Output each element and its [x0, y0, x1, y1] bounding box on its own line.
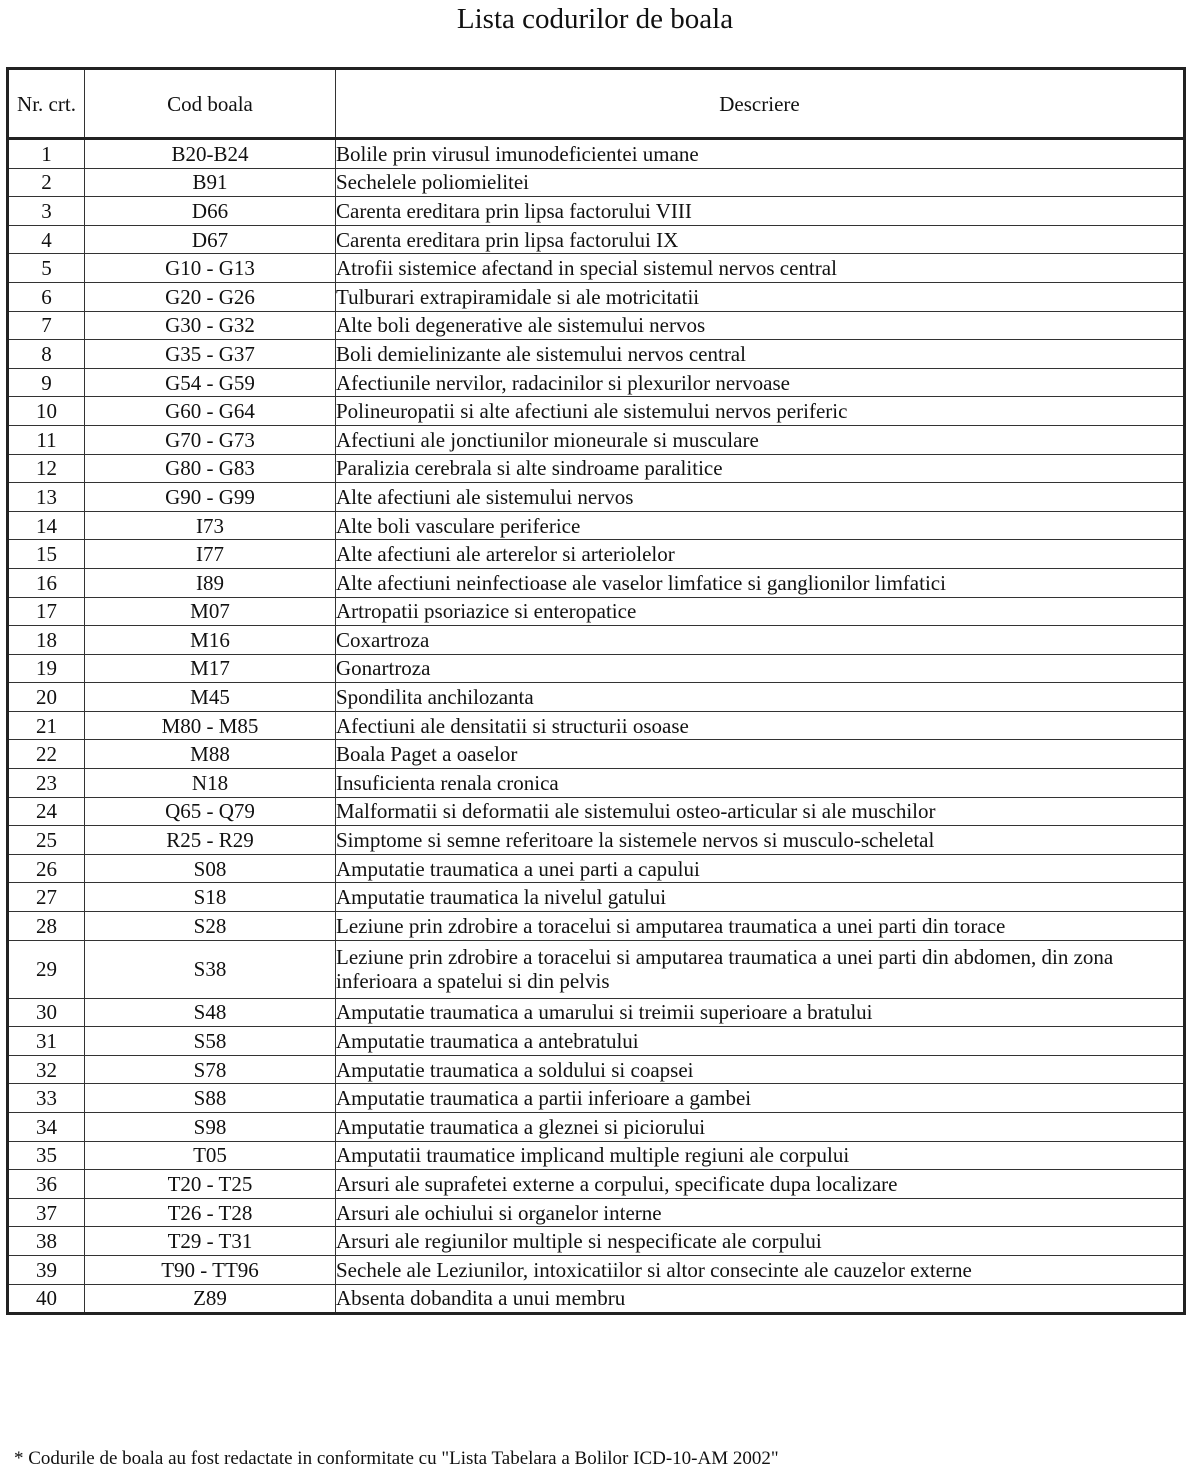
disease-code-cell: S98 [85, 1113, 336, 1142]
header-row [8, 69, 1185, 139]
disease-code-cell: T29 - T31 [85, 1227, 336, 1256]
disease-code-cell: M45 [85, 683, 336, 712]
disease-code-cell: Z89 [85, 1284, 336, 1314]
description-cell: Afectiunile nervilor, radacinilor si plexurilor nervoase [336, 368, 1185, 397]
description-cell: Amputatii traumatice implicand multiple regiuni ale corpului [336, 1141, 1185, 1170]
disease-code-cell: N18 [85, 769, 336, 798]
row-number-cell: 1 [8, 139, 85, 169]
disease-code-cell: G35 - G37 [85, 340, 336, 369]
description-cell: Alte boli degenerative ale sistemului nervos [336, 311, 1185, 340]
row-number-cell: 20 [8, 683, 85, 712]
table-row [8, 1255, 1185, 1284]
table-row [8, 854, 1185, 883]
table-row [8, 826, 1185, 855]
row-number-cell: 39 [8, 1255, 85, 1284]
table-row [8, 883, 1185, 912]
table-row [8, 197, 1185, 226]
row-number-cell: 31 [8, 1027, 85, 1056]
row-number-cell: 38 [8, 1227, 85, 1256]
row-number-cell: 4 [8, 225, 85, 254]
row-number-cell: 17 [8, 597, 85, 626]
disease-code-cell: S88 [85, 1084, 336, 1113]
description-cell: Amputatie traumatica a umarului si treimii superioare a bratului [336, 998, 1185, 1027]
description-cell: Arsuri ale regiunilor multiple si nespecificate ale corpului [336, 1227, 1185, 1256]
footnote: * Codurile de boala au fost redactate in conformitate cu "Lista Tabelara a Bolilor ICD-10-AM 2002" [14, 1448, 779, 1469]
description-cell: Coxartroza [336, 626, 1185, 655]
disease-code-cell: T20 - T25 [85, 1170, 336, 1199]
row-number-cell: 12 [8, 454, 85, 483]
description-cell: Arsuri ale suprafetei externe a corpului, specificate dupa localizare [336, 1170, 1185, 1199]
disease-code-cell: I73 [85, 511, 336, 540]
row-number-cell: 30 [8, 998, 85, 1027]
header-nr: Nr. crt. [8, 69, 85, 139]
table-header [8, 69, 1185, 139]
description-cell: Carenta ereditara prin lipsa factorului VIII [336, 197, 1185, 226]
row-number-cell: 32 [8, 1055, 85, 1084]
table-row [8, 511, 1185, 540]
disease-code-cell: M17 [85, 654, 336, 683]
table-row [8, 597, 1185, 626]
table-row [8, 1198, 1185, 1227]
description-cell: Leziune prin zdrobire a toracelui si amputarea traumatica a unei parti din abdomen, din zona inferioara a spatelui si din pelvis [336, 940, 1185, 998]
description-cell: Alte afectiuni ale sistemului nervos [336, 483, 1185, 512]
table-row [8, 368, 1185, 397]
description-cell: Artropatii psoriazice si enteropatice [336, 597, 1185, 626]
disease-code-cell: D66 [85, 197, 336, 226]
disease-code-cell: D67 [85, 225, 336, 254]
header-desc: Descriere [336, 69, 1185, 139]
description-cell: Gonartroza [336, 654, 1185, 683]
table-row [8, 654, 1185, 683]
table-row [8, 139, 1185, 169]
disease-code-cell: T05 [85, 1141, 336, 1170]
description-cell: Sechele ale Leziunilor, intoxicatiilor si altor consecinte ale cauzelor externe [336, 1255, 1185, 1284]
row-number-cell: 7 [8, 311, 85, 340]
table-row [8, 282, 1185, 311]
description-cell: Sechelele poliomielitei [336, 168, 1185, 197]
description-cell: Boli demielinizante ale sistemului nervos central [336, 340, 1185, 369]
header-cod: Cod boala [85, 69, 336, 139]
disease-code-cell: B20-B24 [85, 139, 336, 169]
row-number-cell: 16 [8, 568, 85, 597]
description-cell: Malformatii si deformatii ale sistemului osteo-articular si ale muschilor [336, 797, 1185, 826]
table-row [8, 1055, 1185, 1084]
disease-code-cell: I77 [85, 540, 336, 569]
table-row [8, 340, 1185, 369]
table-row [8, 1227, 1185, 1256]
row-number-cell: 13 [8, 483, 85, 512]
table-row [8, 797, 1185, 826]
table-body [8, 139, 1185, 1314]
description-cell: Amputatie traumatica a unei parti a capului [336, 854, 1185, 883]
row-number-cell: 27 [8, 883, 85, 912]
row-number-cell: 37 [8, 1198, 85, 1227]
disease-code-cell: T90 - TT96 [85, 1255, 336, 1284]
table-row [8, 1141, 1185, 1170]
row-number-cell: 35 [8, 1141, 85, 1170]
row-number-cell: 19 [8, 654, 85, 683]
description-cell: Amputatie traumatica a antebratului [336, 1027, 1185, 1056]
table-row [8, 940, 1185, 998]
document-title: Lista codurilor de boala [456, 3, 734, 35]
description-cell: Paralizia cerebrala si alte sindroame paralitice [336, 454, 1185, 483]
disease-code-cell: M88 [85, 740, 336, 769]
row-number-cell: 28 [8, 912, 85, 941]
table-row [8, 740, 1185, 769]
table-row [8, 998, 1185, 1027]
row-number-cell: 8 [8, 340, 85, 369]
table-row [8, 397, 1185, 426]
row-number-cell: 40 [8, 1284, 85, 1314]
disease-codes-table [6, 67, 1186, 1315]
row-number-cell: 9 [8, 368, 85, 397]
disease-code-cell: G90 - G99 [85, 483, 336, 512]
disease-code-cell: G60 - G64 [85, 397, 336, 426]
description-cell: Afectiuni ale densitatii si structurii osoase [336, 711, 1185, 740]
disease-code-cell: R25 - R29 [85, 826, 336, 855]
table-row [8, 168, 1185, 197]
description-cell: Amputatie traumatica a partii inferioare a gambei [336, 1084, 1185, 1113]
description-cell: Alte afectiuni ale arterelor si arteriolelor [336, 540, 1185, 569]
disease-code-cell: S18 [85, 883, 336, 912]
table-row [8, 254, 1185, 283]
row-number-cell: 26 [8, 854, 85, 883]
disease-code-cell: I89 [85, 568, 336, 597]
table-row [8, 311, 1185, 340]
description-cell: Amputatie traumatica a gleznei si piciorului [336, 1113, 1185, 1142]
description-cell: Atrofii sistemice afectand in special sistemul nervos central [336, 254, 1185, 283]
disease-code-cell: T26 - T28 [85, 1198, 336, 1227]
description-cell: Bolile prin virusul imunodeficientei umane [336, 139, 1185, 169]
row-number-cell: 34 [8, 1113, 85, 1142]
disease-code-cell: S48 [85, 998, 336, 1027]
disease-code-cell: S28 [85, 912, 336, 941]
disease-code-cell: Q65 - Q79 [85, 797, 336, 826]
description-cell: Alte afectiuni neinfectioase ale vaselor limfatice si ganglionilor limfatici [336, 568, 1185, 597]
table-row [8, 769, 1185, 798]
row-number-cell: 2 [8, 168, 85, 197]
description-cell: Polineuropatii si alte afectiuni ale sistemului nervos periferic [336, 397, 1185, 426]
table-row [8, 912, 1185, 941]
description-cell: Simptome si semne referitoare la sistemele nervos si musculo-scheletal [336, 826, 1185, 855]
description-cell: Leziune prin zdrobire a toracelui si amputarea traumatica a unei parti din torace [336, 912, 1185, 941]
disease-code-cell: S58 [85, 1027, 336, 1056]
row-number-cell: 11 [8, 425, 85, 454]
disease-code-cell: G54 - G59 [85, 368, 336, 397]
description-cell: Arsuri ale ochiului si organelor interne [336, 1198, 1185, 1227]
description-cell: Alte boli vasculare periferice [336, 511, 1185, 540]
row-number-cell: 23 [8, 769, 85, 798]
row-number-cell: 5 [8, 254, 85, 283]
row-number-cell: 15 [8, 540, 85, 569]
row-number-cell: 22 [8, 740, 85, 769]
description-cell: Absenta dobandita a unui membru [336, 1284, 1185, 1314]
row-number-cell: 10 [8, 397, 85, 426]
disease-code-cell: G10 - G13 [85, 254, 336, 283]
disease-code-cell: G30 - G32 [85, 311, 336, 340]
table-row [8, 683, 1185, 712]
description-cell: Tulburari extrapiramidale si ale motricitatii [336, 282, 1185, 311]
description-cell: Insuficienta renala cronica [336, 769, 1185, 798]
table-row [8, 1113, 1185, 1142]
disease-code-cell: M16 [85, 626, 336, 655]
disease-code-cell: M07 [85, 597, 336, 626]
disease-code-cell: G70 - G73 [85, 425, 336, 454]
table-row [8, 568, 1185, 597]
disease-code-cell: S08 [85, 854, 336, 883]
table-row [8, 540, 1185, 569]
disease-code-cell: B91 [85, 168, 336, 197]
table-row [8, 454, 1185, 483]
description-cell: Afectiuni ale jonctiunilor mioneurale si musculare [336, 425, 1185, 454]
table-row [8, 626, 1185, 655]
row-number-cell: 14 [8, 511, 85, 540]
table-row [8, 225, 1185, 254]
description-cell: Amputatie traumatica a soldului si coapsei [336, 1055, 1185, 1084]
description-cell: Amputatie traumatica la nivelul gatului [336, 883, 1185, 912]
disease-code-cell: S38 [85, 940, 336, 998]
disease-code-cell: M80 - M85 [85, 711, 336, 740]
row-number-cell: 36 [8, 1170, 85, 1199]
row-number-cell: 29 [8, 940, 85, 998]
disease-code-cell: G80 - G83 [85, 454, 336, 483]
table-row [8, 711, 1185, 740]
description-cell: Spondilita anchilozanta [336, 683, 1185, 712]
table-row [8, 1170, 1185, 1199]
table-row [8, 1027, 1185, 1056]
table-row [8, 1284, 1185, 1314]
disease-code-cell: G20 - G26 [85, 282, 336, 311]
row-number-cell: 21 [8, 711, 85, 740]
row-number-cell: 33 [8, 1084, 85, 1113]
table-row [8, 1084, 1185, 1113]
description-cell: Carenta ereditara prin lipsa factorului IX [336, 225, 1185, 254]
row-number-cell: 3 [8, 197, 85, 226]
row-number-cell: 18 [8, 626, 85, 655]
table-row [8, 425, 1185, 454]
row-number-cell: 6 [8, 282, 85, 311]
table-row [8, 483, 1185, 512]
description-cell: Boala Paget a oaselor [336, 740, 1185, 769]
row-number-cell: 25 [8, 826, 85, 855]
row-number-cell: 24 [8, 797, 85, 826]
disease-code-cell: S78 [85, 1055, 336, 1084]
